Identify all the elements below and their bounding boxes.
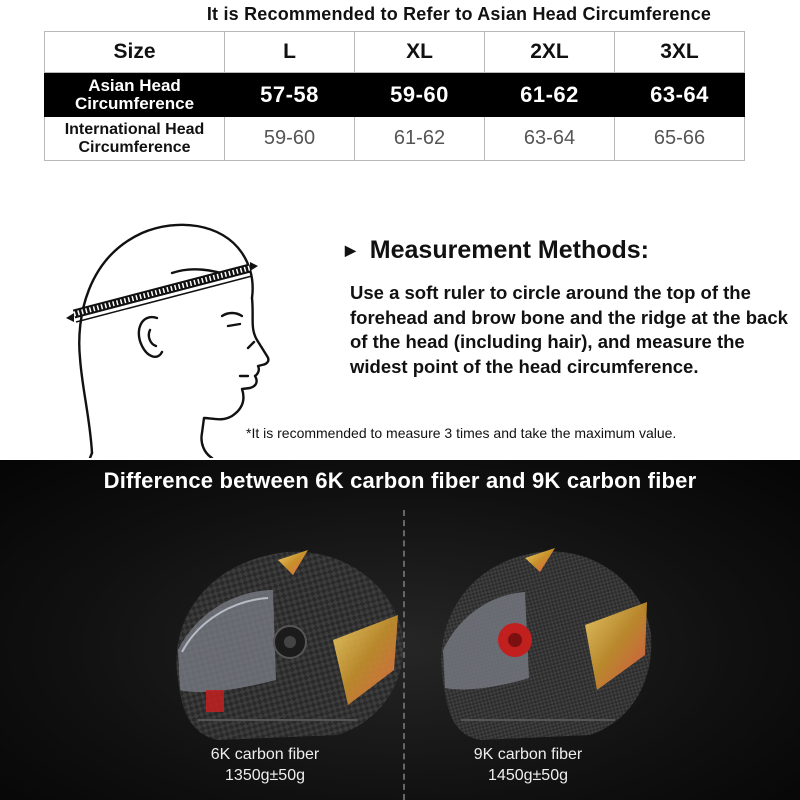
carbon-comparison-section: [0, 460, 800, 800]
head-measurement-illustration: [62, 218, 352, 458]
intl-label-line2: Circumference: [78, 138, 191, 156]
asian-value-cell: 57-58: [225, 73, 355, 117]
international-value-cell: 65-66: [615, 117, 745, 161]
asian-row-label: [45, 73, 225, 117]
size-header-cell: 3XL: [615, 32, 745, 73]
size-header-cell: L: [225, 32, 355, 73]
comparison-title: Difference between 6K carbon fiber and 9K carbon fiber: [103, 468, 697, 493]
measurement-note: *It is recommended to measure 3 times and take the maximum value.: [246, 425, 677, 441]
asian-value-cell: 59-60: [355, 73, 485, 117]
measurement-title-text: Measurement Methods:: [369, 236, 649, 264]
triangle-bullet-icon: ▶: [345, 242, 356, 258]
international-value-cell: 59-60: [225, 117, 355, 161]
caption-9k-name: 9K carbon fiber: [473, 746, 583, 763]
size-header-row: [45, 32, 745, 73]
size-header-cell: XL: [355, 32, 485, 73]
size-header-cell: 2XL: [485, 32, 615, 73]
measurement-title: [345, 236, 649, 265]
caption-6k-weight: 1350g±50g: [225, 767, 305, 784]
intl-label-line1: International Head: [64, 120, 205, 138]
international-value-cell: 61-62: [355, 117, 485, 161]
international-row: [45, 117, 745, 161]
size-table: [44, 31, 745, 161]
size-header-label: Size: [45, 32, 225, 73]
international-value-cell: 63-64: [485, 117, 615, 161]
helmet-6k-image: [158, 530, 408, 750]
caption-9k: [458, 744, 598, 786]
helmet-9k-image: [425, 530, 655, 750]
caption-9k-weight: 1450g±50g: [488, 767, 568, 784]
caption-6k: [195, 744, 335, 786]
caption-6k-name: 6K carbon fiber: [210, 746, 320, 763]
recommendation-title: It is Recommended to Refer to Asian Head Circumference: [206, 4, 712, 24]
ear-outline: [139, 317, 162, 357]
measurement-body: Use a soft ruler to circle around the top of the forehead and brow bone and the ridge at the back of the head (including hair), and measure the widest point of the head circumference.: [350, 282, 788, 377]
asian-value-cell: 63-64: [615, 73, 745, 117]
asian-value-cell: 61-62: [485, 73, 615, 117]
asian-row: [45, 73, 745, 117]
asian-label-line1: Asian Head: [88, 75, 181, 95]
international-row-label: [45, 117, 225, 161]
asian-label-line2: Circumference: [74, 93, 195, 113]
